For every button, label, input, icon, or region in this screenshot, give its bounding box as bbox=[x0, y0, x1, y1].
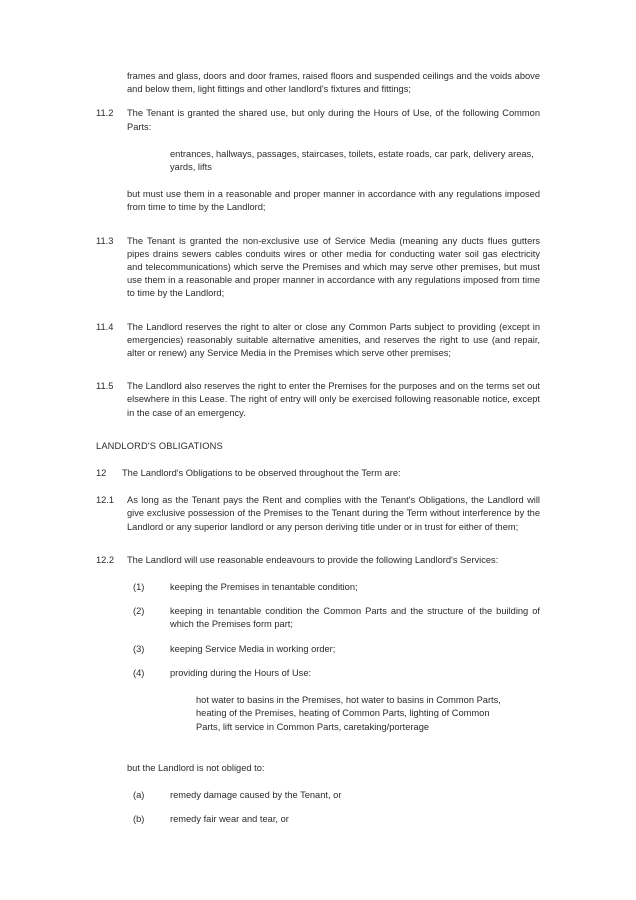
clause-text: The Landlord's Obligations to be observed throughout the Term are: bbox=[122, 468, 401, 479]
spacer bbox=[96, 431, 540, 440]
list-marker: (b) bbox=[133, 814, 145, 825]
clause-number: 12.2 bbox=[96, 554, 115, 565]
clause-11-4 bbox=[96, 321, 540, 361]
clause-text: As long as the Tenant pays the Rent and complies with the Tenant's Obligations, the Landlord will give exclusive possession of the Premises to the Tenant during the Term without interference by the Landlord or any superior landlord or any person deriving title under or in trust for either of them; bbox=[127, 495, 540, 532]
list-item-service-3 bbox=[133, 643, 540, 656]
list-item-service-2 bbox=[133, 605, 540, 631]
list-item-exclusion-a bbox=[133, 789, 540, 802]
clause-text: The Landlord will use reasonable endeavours to provide the following Landlord's Services: bbox=[127, 554, 499, 565]
list-item-text: providing during the Hours of Use: bbox=[170, 667, 312, 678]
clause-11-2 bbox=[96, 107, 540, 133]
list-item-text: remedy fair wear and tear, or bbox=[170, 814, 289, 825]
clause-12-1 bbox=[96, 494, 540, 534]
list-marker: (3) bbox=[133, 643, 145, 654]
clause-number: 12.1 bbox=[96, 495, 115, 506]
clause-number: 11.4 bbox=[96, 321, 114, 332]
clause-12-2 bbox=[96, 554, 540, 567]
clause-12 bbox=[96, 467, 540, 480]
list-marker: (a) bbox=[133, 789, 145, 800]
spacer bbox=[96, 312, 540, 321]
list-item-text: keeping the Premises in tenantable condition; bbox=[170, 582, 358, 593]
list-item-exclusion-b bbox=[133, 813, 540, 826]
list-item-service-4 bbox=[133, 667, 540, 680]
clause-text: frames and glass, doors and door frames, raised floors and suspended ceilings and the voids above and below them, light fittings and other landlord's fixtures and fittings; bbox=[127, 71, 540, 95]
paragraph-continued bbox=[96, 70, 540, 96]
clause-text: but must use them in a reasonable and proper manner in accordance with any regulations imposed from time to time by the Landlord; bbox=[127, 189, 540, 213]
paragraph-proviso-11-2 bbox=[96, 188, 540, 214]
clause-text: The Tenant is granted the shared use, but only during the Hours of Use, of the following Common Parts: bbox=[127, 108, 540, 132]
section-heading: LANDLORD'S OBLIGATIONS bbox=[96, 440, 223, 451]
spacer bbox=[96, 745, 540, 762]
clause-number: 11.5 bbox=[96, 381, 114, 392]
clause-number: 12 bbox=[96, 468, 107, 479]
list-item-text: remedy damage caused by the Tenant, or bbox=[170, 789, 342, 800]
page-content bbox=[96, 70, 540, 837]
spacer bbox=[96, 226, 540, 235]
quoted-block-common-parts: entrances, hallways, passages, staircases, toilets, estate roads, car park, delivery areas, yards, lifts bbox=[170, 148, 534, 173]
clause-text: The Tenant is granted the non-exclusive use of Service Media (meaning any ducts flues gutters pipes drains sewers cables conduits wires or other media for conducting water soil gas electricity and telecommunications) which serve the Premises and which may serve other premises, but must use them in a reasonable and proper manner in accordance with any regulations imposed from time to time by the Landlord; bbox=[127, 235, 540, 299]
spacer bbox=[96, 371, 540, 380]
paragraph-exclusions-lead: but the Landlord is not obliged to: bbox=[127, 762, 265, 773]
clause-number: 11.3 bbox=[96, 235, 114, 246]
spacer bbox=[96, 545, 540, 554]
list-item-service-1 bbox=[133, 581, 540, 594]
quoted-block-services: hot water to basins in the Premises, hot water to basins in Common Parts, heating of the Premises, heating of Common Parts, lighting of Common Parts, lift service in Common Parts, caretaking/porterage bbox=[196, 695, 501, 732]
list-marker: (1) bbox=[133, 582, 145, 593]
clause-11-5 bbox=[96, 380, 540, 420]
clause-text: The Landlord also reserves the right to enter the Premises for the purposes and on the terms set out elsewhere in this Lease. The right of entry will only be exercised following reasonable notice, except in the case of an emergency. bbox=[127, 381, 540, 418]
list-item-text: keeping Service Media in working order; bbox=[170, 643, 336, 654]
clause-text: The Landlord reserves the right to alter or close any Common Parts subject to providing (except in emergencies) reasonably suitable alternative amenities, and reserves the right to use (and repair, alter or renew) any Service Media in the Premises which serve other premises; bbox=[127, 321, 540, 359]
list-marker: (4) bbox=[133, 667, 145, 678]
clause-number: 11.2 bbox=[96, 108, 114, 119]
clause-11-3 bbox=[96, 235, 540, 301]
list-item-text: keeping in tenantable condition the Common Parts and the structure of the building of which the Premises form part; bbox=[170, 606, 540, 630]
list-marker: (2) bbox=[133, 606, 145, 617]
